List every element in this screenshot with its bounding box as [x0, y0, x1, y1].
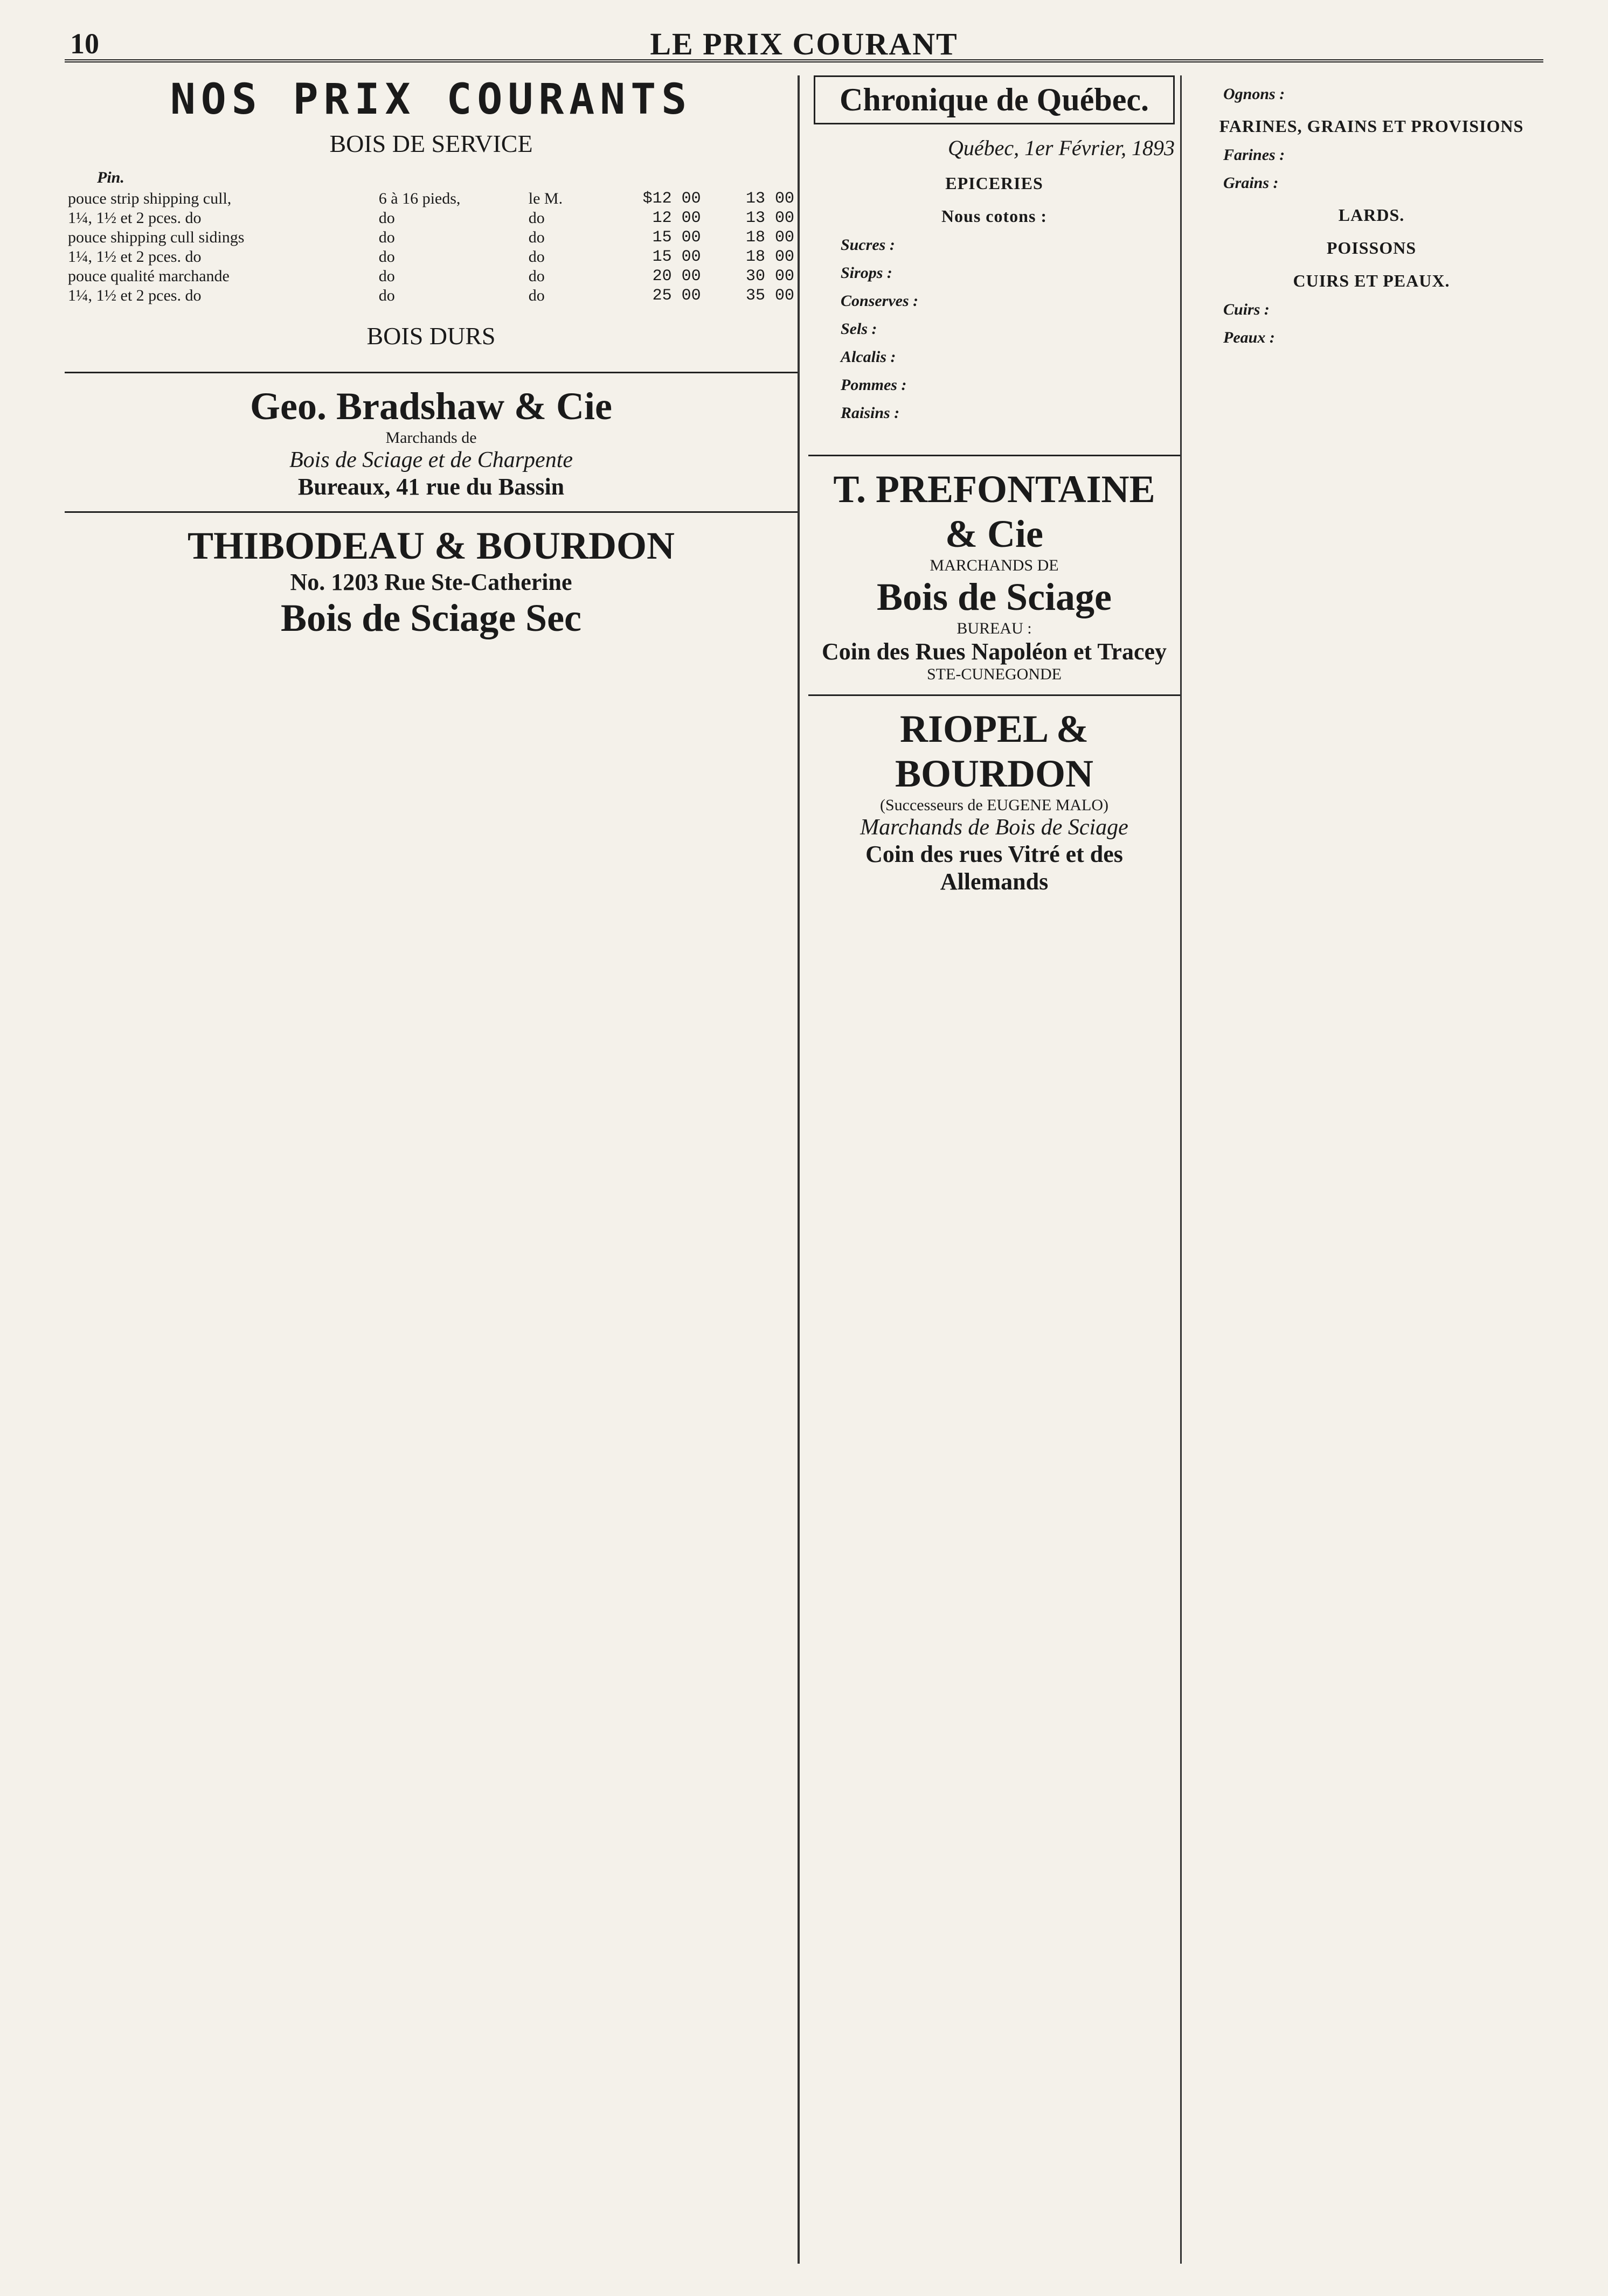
section-farines-grains: FARINES, GRAINS ET PROVISIONS	[1219, 116, 1524, 136]
price-value-cell: 13 00	[745, 190, 794, 208]
nous-cotons: Nous cotons :	[941, 206, 1048, 226]
ad-prefontaine-city: STE-CUNEGONDE	[927, 665, 1062, 683]
table-row	[65, 286, 798, 305]
ad-prefontaine-role: MARCHANDS DE	[930, 556, 1059, 574]
price-label-cell: pouce shipping cull sidings	[68, 228, 245, 246]
table-row	[65, 189, 798, 208]
price-value-cell: 20 00	[652, 267, 701, 286]
price-label-cell: do	[528, 287, 545, 304]
price-label-cell: do	[528, 209, 545, 227]
ad-prefontaine-bureau: BUREAU :	[957, 620, 1032, 637]
price-label-cell: do	[378, 228, 395, 246]
price-table-pin	[65, 189, 798, 305]
price-value-cell: 35 00	[745, 287, 794, 305]
ad-riopel-successeurs: (Successeurs de EUGENE MALO)	[879, 796, 1109, 814]
ad-prefontaine	[808, 455, 1180, 694]
price-value-cell: 30 00	[745, 267, 794, 286]
category-sucres: Sucres :	[841, 236, 895, 254]
ad-bradshaw-name: Geo. Bradshaw & Cie	[250, 385, 612, 428]
ad-riopel-address: Coin des rues Vitré et des Allemands	[865, 841, 1123, 895]
column-marches	[1191, 75, 1552, 2264]
price-value-cell: 18 00	[745, 248, 794, 266]
page-number: 10	[70, 27, 99, 60]
column-prix-courants	[65, 75, 800, 2264]
page-header	[65, 22, 1543, 62]
section-lards: LARDS.	[1338, 205, 1405, 225]
ad-bradshaw-address: Bureaux, 41 rue du Bassin	[297, 474, 565, 500]
table-row	[65, 228, 798, 247]
section-epiceries: EPICERIES	[945, 173, 1043, 193]
price-value-cell: 15 00	[652, 228, 701, 247]
price-label-cell: pouce strip shipping cull,	[68, 190, 232, 207]
price-label-cell: do	[378, 287, 395, 304]
price-value-cell: 25 00	[652, 287, 701, 305]
category-pommes: Pommes :	[841, 376, 907, 394]
chronique-date: Québec, 1er Février, 1893	[948, 136, 1175, 160]
ad-bradshaw-role: Marchands de	[385, 429, 477, 447]
category-alcalis: Alcalis :	[841, 348, 896, 366]
ad-prefontaine-name: T. PREFONTAINE & Cie	[833, 468, 1155, 555]
price-label-cell: 1¼, 1½ et 2 pces. do	[68, 248, 202, 266]
section-bois-de-service: BOIS DE SERVICE	[329, 130, 533, 157]
category-grains: Grains :	[1223, 174, 1279, 192]
price-label-cell: 6 à 16 pieds,	[378, 190, 461, 207]
section-cuirs-peaux: CUIRS ET PEAUX.	[1293, 271, 1450, 290]
ad-prefontaine-address: Coin des Rues Napoléon et Tracey	[821, 638, 1167, 665]
price-value-cell: 18 00	[745, 228, 794, 247]
section-poissons: POISSONS	[1326, 238, 1417, 258]
ad-riopel	[808, 694, 1180, 906]
price-label-cell: 1¼, 1½ et 2 pces. do	[68, 287, 202, 304]
category-sirops: Sirops :	[841, 264, 892, 282]
price-value-cell: 12 00	[652, 209, 701, 227]
price-label-cell: do	[528, 267, 545, 285]
ad-bradshaw-trade: Bois de Sciage et de Charpente	[289, 448, 573, 472]
section-bois-durs: BOIS DURS	[366, 322, 496, 350]
ad-thibodeau-address: No. 1203 Rue Ste-Catherine	[290, 569, 572, 595]
ad-thibodeau-name: THIBODEAU & BOURDON	[187, 524, 675, 567]
ad-thibodeau	[65, 511, 798, 651]
price-value-cell: 15 00	[652, 248, 701, 266]
category-conserves: Conserves :	[841, 292, 919, 310]
category-sels: Sels :	[841, 320, 877, 338]
table-row	[65, 247, 798, 267]
banner-title: NOS PRIX COURANTS	[170, 75, 692, 124]
price-label-cell: do	[378, 267, 395, 285]
ad-bradshaw	[65, 372, 798, 511]
price-label-cell: do	[528, 248, 545, 266]
category-ognons: Ognons :	[1223, 85, 1285, 103]
column-chronique-quebec	[808, 75, 1182, 2264]
price-label-cell: pouce qualité marchande	[68, 267, 230, 285]
price-label-cell: do	[378, 209, 395, 227]
category-cuirs: Cuirs :	[1223, 301, 1270, 318]
category-raisins: Raisins :	[841, 404, 900, 422]
price-label-cell: 1¼, 1½ et 2 pces. do	[68, 209, 202, 227]
price-label-cell: do	[528, 228, 545, 246]
category-pin: Pin.	[97, 169, 124, 186]
category-farines: Farines :	[1223, 146, 1285, 164]
chronique-title: Chronique de Québec.	[814, 75, 1175, 124]
paper-title: LE PRIX COURANT	[650, 26, 958, 61]
price-label-cell: le M.	[528, 190, 563, 207]
ad-prefontaine-trade: Bois de Sciage	[876, 575, 1112, 618]
ad-riopel-name: RIOPEL & BOURDON	[895, 707, 1093, 795]
price-label-cell: do	[378, 248, 395, 266]
ad-riopel-trade: Marchands de Bois de Sciage	[860, 815, 1128, 840]
ad-thibodeau-trade: Bois de Sciage Sec	[281, 596, 581, 639]
table-row	[65, 208, 798, 228]
table-row	[65, 267, 798, 286]
category-peaux: Peaux :	[1223, 329, 1275, 346]
price-value-cell: 13 00	[745, 209, 794, 227]
price-value-cell: $12 00	[642, 190, 701, 208]
